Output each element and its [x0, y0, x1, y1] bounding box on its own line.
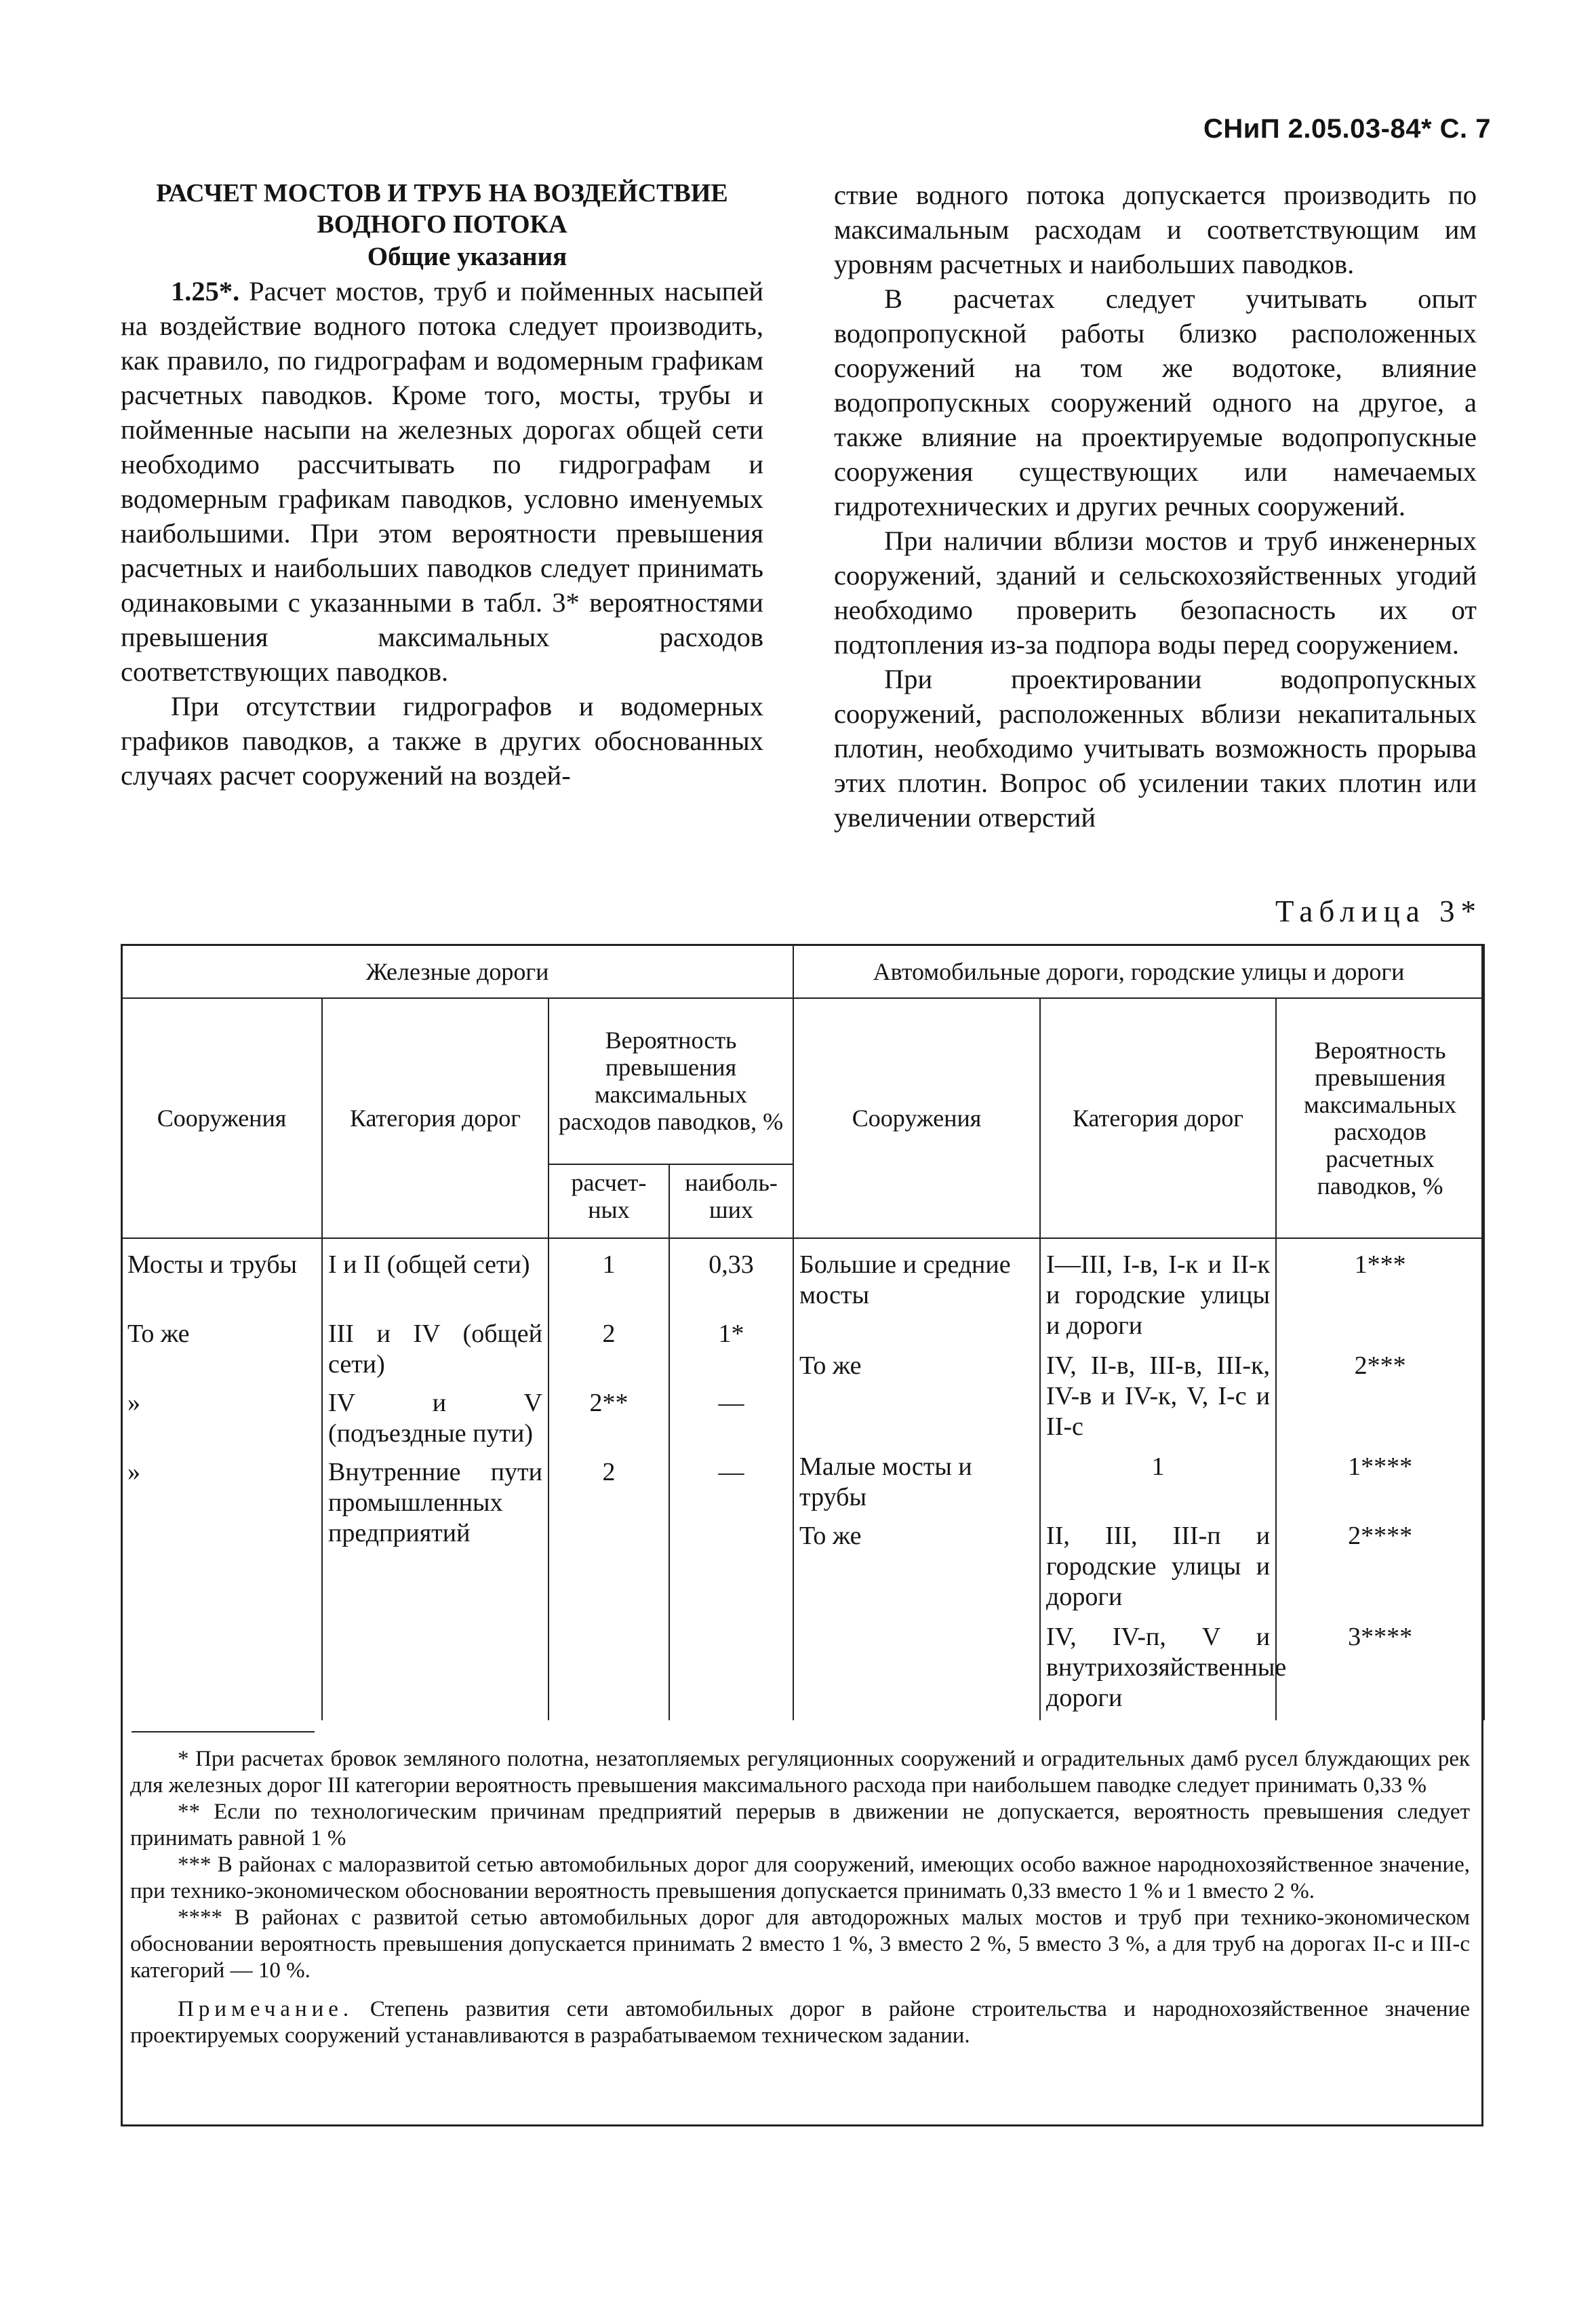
table-cell: 0,33 — [709, 1250, 754, 1279]
table-footnotes — [130, 1746, 1470, 2049]
paragraph: При отсутствии гидрографов и водомерных графиков паводков, а также в других обоснованных случаях расчет сооружений на воздей- — [121, 691, 763, 791]
rail-category-cell — [322, 1238, 548, 1720]
table-cell: » — [127, 1458, 140, 1486]
table-cell: 1* — [718, 1320, 744, 1348]
table-cell: 1*** — [1354, 1250, 1406, 1279]
rail-calc-cell — [548, 1238, 669, 1720]
table-cell: 3**** — [1348, 1623, 1413, 1651]
section-title-line2: ВОДНОГО ПОТОКА — [317, 210, 567, 239]
table-caption: Таблица 3* — [1275, 894, 1482, 928]
note-label: Примечание. — [178, 1997, 354, 2021]
footnote-4: **** В районах с развитой сетью автомобильных дорог для автодорожных малых мостов и труб при технико-экономическом обосновании вероятность превышения допускается принимать 2 вместо 1 %, 3 вместо 2 %, 5 вместо 3 %, а для труб на дорогах II-с и III-с категорий — 10 %. — [130, 1905, 1470, 1983]
page-header: СНиП 2.05.03-84* С. 7 — [1203, 114, 1491, 144]
header-structures: Сооружения — [121, 998, 322, 1238]
table-3 — [121, 944, 1485, 1720]
table-cell: 1 — [1151, 1452, 1165, 1481]
table-cell: То же — [799, 1351, 862, 1380]
table-cell: — — [718, 1389, 744, 1417]
paragraph-1-25 — [121, 274, 763, 689]
auto-probability-cell — [1276, 1238, 1484, 1720]
table-cell: III и IV (общей сети) — [328, 1320, 542, 1379]
paragraph: При проектировании водопропускных сооружений, расположенных вблизи некапитальных плотин, необходимо учитывать возможность прорыва этих плотин. Вопрос об усилении таких плотин или увеличении отверстий — [834, 664, 1477, 833]
table-cell: IV и V (подъездные пути) — [328, 1389, 542, 1448]
table-cell: 2 — [602, 1458, 616, 1486]
table-cell: То же — [127, 1320, 190, 1348]
table-note — [130, 1996, 1470, 2049]
header-road-category: Категория дорог — [322, 998, 548, 1238]
footnote-divider — [132, 1731, 315, 1732]
paragraph: ствие водного потока допускается производить по максимальным расходам и соответствующим им уровням расчетных и наибольших паводков. — [834, 180, 1477, 279]
footnote-2: ** Если по технологическим причинам предприятий перерыв в движении не допускается, вероятность превышения следует принимать равной 1 % — [130, 1800, 1470, 1850]
left-column — [121, 178, 763, 793]
group-header-rail: Железные дороги — [121, 945, 793, 999]
paragraph: При наличии вблизи мостов и труб инженерных сооружений, зданий и сельскохозяйственных угодий необходимо проверить безопасность их от подтопления из-за подпора воды перед сооружением. — [834, 526, 1477, 660]
header-calc: расчет-ных — [548, 1164, 669, 1238]
table-cell: Внутренние пути промышленных предприятий — [328, 1458, 542, 1547]
table-cell: Большие и средние мосты — [799, 1250, 1011, 1309]
table-cell: I—III, I-в, I-к и II-к и городские улицы и дороги — [1046, 1250, 1271, 1340]
table-cell: I и II (общей сети) — [328, 1250, 530, 1279]
header-max: наиболь-ших — [669, 1164, 793, 1238]
rail-max-cell — [669, 1238, 793, 1720]
table-cell: » — [127, 1389, 140, 1417]
table-cell: IV, IV-п, V и внутрихозяйственные дороги — [1046, 1623, 1287, 1712]
header-road-category-auto: Категория дорог — [1040, 998, 1276, 1238]
paragraph: В расчетах следует учитывать опыт водопропускной работы близко расположенных сооружений на том же водотоке, влияние водопропускных сооружений одного на другое, а также влияние на проектируемые водопропускные сооружения существующих или намечаемых гидротехнических и других речных сооружений. — [834, 283, 1477, 521]
header-probability-auto: Вероятность превышения максимальных расходов расчетных паводков, % — [1276, 998, 1484, 1238]
table-cell: 1 — [602, 1250, 616, 1279]
section-title-line1: РАСЧЕТ МОСТОВ И ТРУБ НА ВОЗДЕЙСТВИЕ — [156, 179, 728, 207]
note-text: Степень развития сети автомобильных дорог в районе строительства и народнохозяйственное значение проектируемых сооружений устанавливаются в разрабатываемом техническом задании. — [130, 1997, 1470, 2048]
rail-structures-cell — [121, 1238, 322, 1720]
auto-category-cell — [1040, 1238, 1287, 1720]
header-structures-auto: Сооружения — [793, 998, 1040, 1238]
footnote-1: * При расчетах бровок земляного полотна, незатопляемых регуляционных сооружений и оградительных дамб русел блуждающих рек для железных дорог III категории вероятность превышения максимального расхода при наибольшем паводке следует принимать 0,33 % — [130, 1747, 1470, 1798]
group-header-auto: Автомобильные дороги, городские улицы и дороги — [793, 945, 1484, 999]
table-cell: 2** — [589, 1389, 629, 1417]
header-probability-rail: Вероятность превышения максимальных расходов паводков, % — [548, 998, 793, 1164]
table-cell: 2 — [602, 1320, 616, 1348]
right-column — [834, 178, 1477, 835]
table-cell: 2**** — [1348, 1522, 1413, 1550]
table-cell: Малые мосты и трубы — [799, 1452, 972, 1511]
table-cell: То же — [799, 1522, 862, 1550]
table-cell: 2*** — [1354, 1351, 1406, 1380]
footnote-3: *** В районах с малоразвитой сетью автомобильных дорог для сооружений, имеющих особо важное народнохозяйственное значение, при технико-экономическом обосновании вероятность превышения допускается принимать 0,33 вместо 1 % и 1 вместо 2 %. — [130, 1853, 1470, 1903]
table-cell: — — [718, 1458, 744, 1486]
table-cell: Мосты и трубы — [127, 1250, 298, 1279]
paragraph-text: Расчет мостов, труб и пойменных насыпей на воздействие водного потока следует производить, как правило, по гидрографам и водомерным графикам расчетных паводков. Кроме того, мосты, трубы и пойменные насыпи на железных дорогах общей сети необходимо рассчитывать по гидрографам и водомерным графикам паводков, условно именуемых наибольшими. При этом вероятности превышения расчетных и наибольших паводков следует принимать одинаковыми с указанными в табл. 3* вероятностями превышения максимальных расходов соответствующих паводков. — [121, 276, 763, 687]
table-cell: 1**** — [1348, 1452, 1413, 1481]
table-cell: IV, II-в, III-в, III-к, IV-в и IV-к, V, I-с и II-с — [1046, 1351, 1271, 1441]
auto-structures-cell — [793, 1238, 1040, 1720]
clause-number: 1.25*. — [171, 276, 240, 306]
table-cell: II, III, III-п и городские улицы и дороги — [1046, 1522, 1271, 1611]
section-subtitle: Общие указания — [367, 242, 567, 271]
